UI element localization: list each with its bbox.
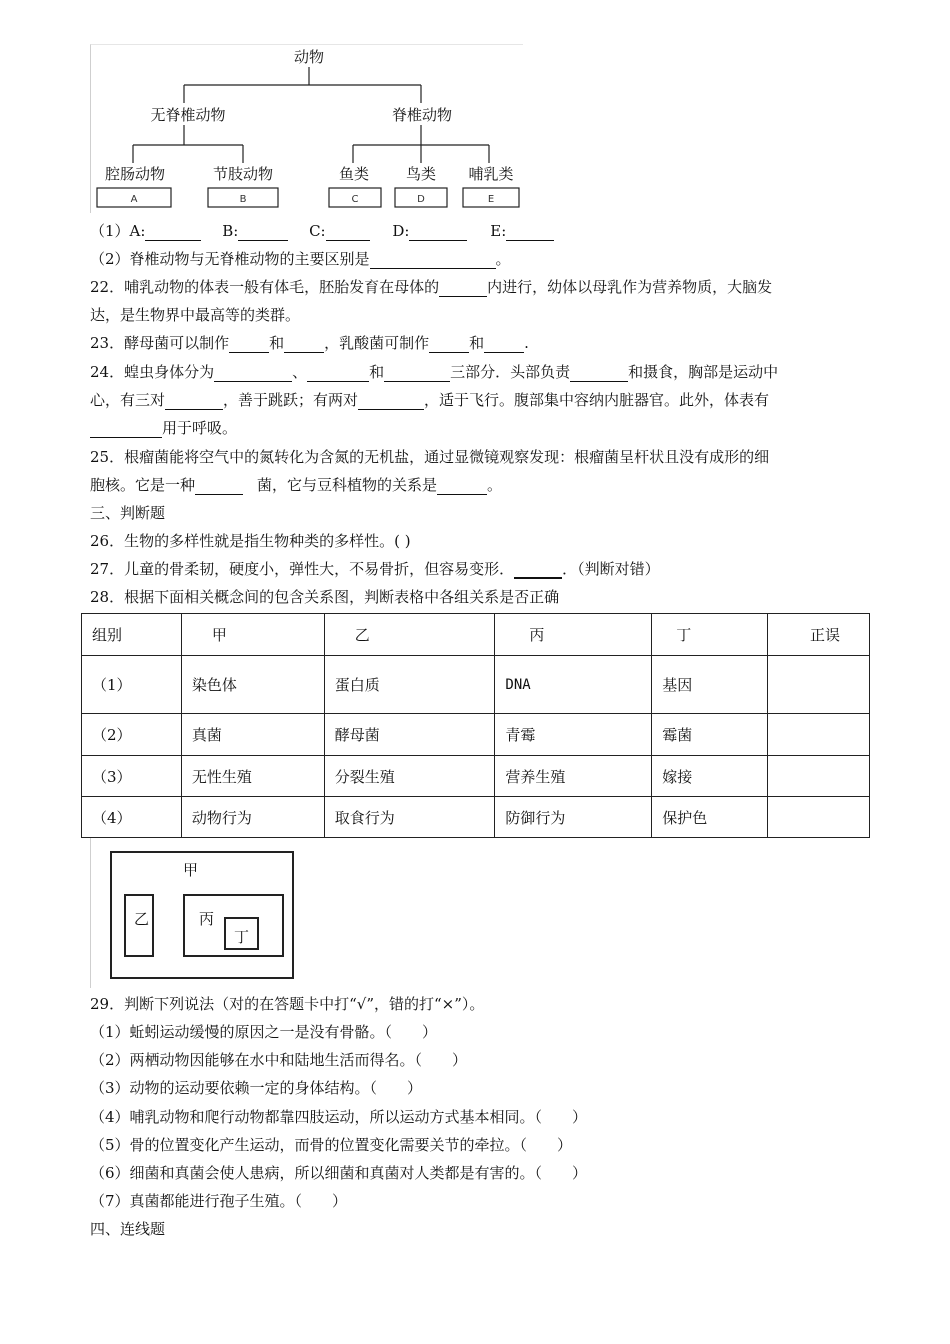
- q27: [90, 559, 660, 579]
- cell: （4）: [82, 797, 182, 838]
- venn-label-ding: 丁: [234, 928, 250, 946]
- tree-leaf-1: 腔肠动物: [104, 165, 166, 183]
- q27-text-a: 27．儿童的骨柔韧，硬度小，弹性大，不易骨折，但容易变形．: [90, 560, 515, 578]
- blank-q21-difference[interactable]: [370, 252, 496, 269]
- q24-line1: [90, 362, 778, 382]
- tree-leaf-5: 哺乳类: [468, 165, 514, 183]
- q24-line3: [90, 418, 237, 438]
- q24-text-f: 心，有三对: [90, 391, 166, 409]
- q23-text-b: 和: [269, 334, 285, 352]
- classification-tree-diagram: [91, 45, 523, 213]
- answer-cell[interactable]: [768, 797, 870, 838]
- tree-leaf-4: 鸟类: [405, 165, 437, 183]
- blank-q23-4[interactable]: [484, 336, 524, 353]
- blank-q25-2[interactable]: [437, 478, 487, 495]
- tree-box-c: C: [351, 194, 359, 205]
- tree-vertebrate: 脊椎动物: [391, 106, 453, 124]
- cell: 染色体: [181, 656, 324, 714]
- q25-line1: 25．根瘤菌能将空气中的氮转化为含氮的无机盐，通过显微镜观察发现：根瘤菌呈杆状且没有成形的细: [90, 448, 770, 466]
- q24-text-c: 和: [369, 363, 385, 381]
- q21-p2-text: （2）脊椎动物与无脊椎动物的主要区别是: [90, 250, 370, 268]
- q24-text-g: ，善于跳跃；有两对: [223, 391, 359, 409]
- cell: （2）: [82, 714, 182, 756]
- q24-line2: [90, 390, 769, 410]
- cell: 嫁接: [652, 756, 768, 797]
- header-jia: 甲: [181, 614, 324, 656]
- q25-text-a: 胞核。它是一种: [90, 476, 196, 494]
- q21-d-label: D:: [392, 222, 410, 240]
- table-header-row: [82, 614, 870, 656]
- blank-q24-3[interactable]: [384, 365, 450, 382]
- cell: 真菌: [181, 714, 324, 756]
- q23: [90, 333, 529, 353]
- containment-diagram-svg: [91, 838, 299, 988]
- blank-d[interactable]: [409, 224, 467, 241]
- q21-part1: [90, 221, 554, 241]
- header-bing: 丙: [495, 614, 652, 656]
- blank-q23-2[interactable]: [284, 336, 324, 353]
- q26: 26．生物的多样性就是指生物种类的多样性。( ): [90, 532, 411, 550]
- q23-text-d: 和: [469, 334, 485, 352]
- q29-item: （3）动物的运动要依赖一定的身体结构。（ ）: [90, 1079, 423, 1097]
- header-group: 组别: [82, 614, 182, 656]
- containment-diagram: [90, 838, 299, 988]
- venn-label-jia: 甲: [183, 861, 199, 879]
- q23-text-c: ，乳酸菌可制作: [324, 334, 430, 352]
- q21-p2-end: 。: [495, 250, 511, 268]
- q28-relationship-table: [81, 613, 870, 838]
- q24-text-i: 用于呼吸。: [162, 419, 238, 437]
- tree-box-b: B: [239, 194, 247, 205]
- cell: 营养生殖: [495, 756, 652, 797]
- cell: 保护色: [652, 797, 768, 838]
- q22-text-a: 22．哺乳动物的体表一般有体毛，胚胎发育在母体的: [90, 278, 440, 296]
- table-row: [82, 714, 870, 756]
- q25-text-c: 。: [487, 476, 503, 494]
- tree-box-a: A: [130, 194, 138, 205]
- tree-root: 动物: [293, 48, 325, 66]
- q21-a-label: （1）A:: [90, 222, 146, 240]
- blank-q22[interactable]: [439, 280, 487, 297]
- blank-q27[interactable]: [514, 561, 562, 579]
- q24-text-b: 、: [292, 363, 308, 381]
- q21-c-label: C:: [309, 222, 326, 240]
- blank-b[interactable]: [238, 224, 288, 241]
- cell: 霉菌: [652, 714, 768, 756]
- header-correct: 正误: [768, 614, 870, 656]
- cell: （3）: [82, 756, 182, 797]
- cell: 取食行为: [324, 797, 495, 838]
- tree-leaf-3: 鱼类: [338, 165, 370, 183]
- q22-line1: [90, 277, 772, 297]
- q25-text-b: 菌，它与豆科植物的关系是: [257, 476, 438, 494]
- blank-q23-3[interactable]: [429, 336, 469, 353]
- animal-classification-figure: [90, 44, 523, 213]
- q29-item: （6）细菌和真菌会使人患病，所以细菌和真菌对人类都是有害的。（ ）: [90, 1164, 588, 1182]
- cell: （1）: [82, 656, 182, 714]
- answer-cell[interactable]: [768, 656, 870, 714]
- cell: 酵母菌: [324, 714, 495, 756]
- header-ding: 丁: [652, 614, 768, 656]
- q24-text-a: 24．蝗虫身体分为: [90, 363, 215, 381]
- tree-leaf-2: 节肢动物: [212, 165, 274, 183]
- cell: DNA: [495, 656, 652, 714]
- cell: 青霉: [495, 714, 652, 756]
- q21-b-label: B:: [222, 222, 239, 240]
- q21-e-label: E:: [490, 222, 507, 240]
- q21-part2: [90, 249, 511, 269]
- q23-text-e: .: [524, 334, 529, 352]
- cell: 无性生殖: [181, 756, 324, 797]
- blank-a[interactable]: [145, 224, 201, 241]
- venn-label-yi: 乙: [134, 910, 150, 928]
- blank-q24-6[interactable]: [358, 393, 424, 410]
- cell: 防御行为: [495, 797, 652, 838]
- blank-q23-1[interactable]: [229, 336, 269, 353]
- cell: 动物行为: [181, 797, 324, 838]
- q29-item: （5）骨的位置变化产生运动，而骨的位置变化需要关节的牵拉。（ ）: [90, 1136, 573, 1154]
- blank-q24-4[interactable]: [570, 365, 628, 382]
- tree-invertebrate: 无脊椎动物: [150, 106, 226, 124]
- blank-q25-1[interactable]: [195, 478, 243, 495]
- answer-cell[interactable]: [768, 714, 870, 756]
- section-4-heading: 四、连线题: [90, 1220, 166, 1238]
- q29-item: （7）真菌都能进行孢子生殖。（ ）: [90, 1192, 348, 1210]
- table-row: [82, 656, 870, 714]
- table-row: [82, 797, 870, 838]
- q22-text-b: 内进行，幼体以母乳作为营养物质，大脑发: [487, 278, 773, 296]
- q29-title: 29．判断下列说法（对的在答题卡中打“√”，错的打“×”）。: [90, 995, 485, 1013]
- venn-label-bing: 丙: [199, 910, 215, 928]
- answer-cell[interactable]: [768, 756, 870, 797]
- q29-item: （4）哺乳动物和爬行动物都靠四肢运动，所以运动方式基本相同。（ ）: [90, 1108, 588, 1126]
- q24-text-h: ，适于飞行。腹部集中容纳内脏器官。此外，体表有: [424, 391, 770, 409]
- blank-q24-1[interactable]: [214, 365, 292, 382]
- blank-q24-7[interactable]: [90, 421, 162, 438]
- cell: 蛋白质: [324, 656, 495, 714]
- q24-text-e: 和摄食，胸部是运动中: [628, 363, 779, 381]
- q29-item: （2）两栖动物因能够在水中和陆地生活而得名。（ ）: [90, 1051, 468, 1069]
- section-3-heading: 三、判断题: [90, 504, 166, 522]
- q22-line2: 达，是生物界中最高等的类群。: [90, 306, 301, 324]
- q27-text-b: ．（判断对错）: [562, 560, 660, 578]
- blank-q24-2[interactable]: [307, 365, 369, 382]
- blank-q24-5[interactable]: [165, 393, 223, 410]
- blank-e[interactable]: [506, 224, 554, 241]
- cell: 分裂生殖: [324, 756, 495, 797]
- q24-text-d: 三部分．头部负责: [450, 363, 571, 381]
- tree-box-e: E: [487, 194, 495, 205]
- q28-title: 28．根据下面相关概念间的包含关系图，判断表格中各组关系是否正确: [90, 588, 560, 606]
- q25-line2: [90, 475, 502, 495]
- q23-text-a: 23．酵母菌可以制作: [90, 334, 230, 352]
- tree-box-d: D: [417, 194, 425, 205]
- table-row: [82, 756, 870, 797]
- blank-c[interactable]: [326, 224, 370, 241]
- q29-item: （1）蚯蚓运动缓慢的原因之一是没有骨骼。（ ）: [90, 1023, 438, 1041]
- cell: 基因: [652, 656, 768, 714]
- header-yi: 乙: [324, 614, 495, 656]
